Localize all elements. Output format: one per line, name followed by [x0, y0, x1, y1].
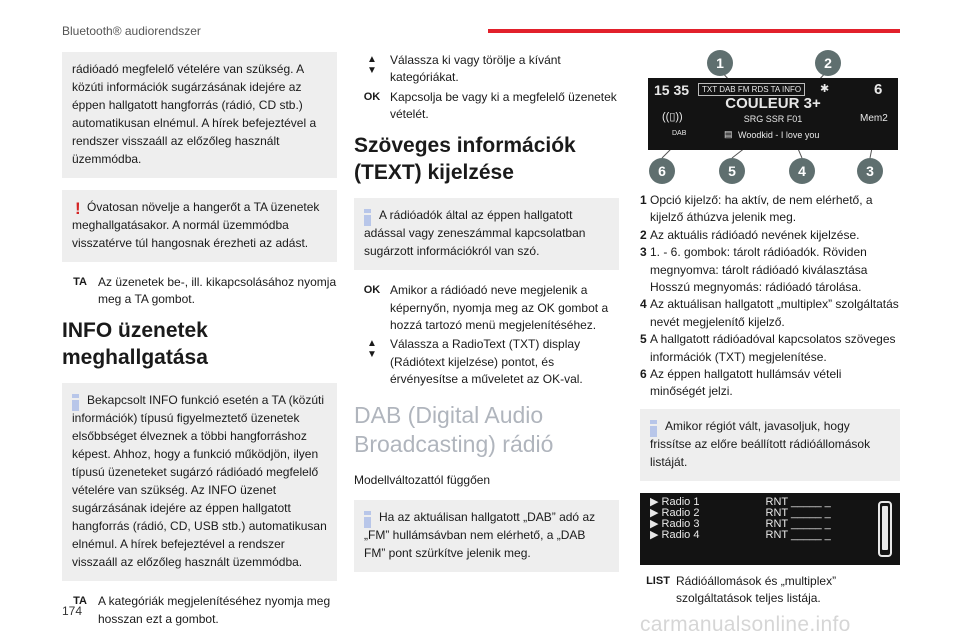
- legend-item: 5 A hallgatott rádióadóval kapcsolatos szöveges információk (TXT) megjelenítése.: [640, 332, 896, 364]
- list-button-label: LIST: [646, 574, 670, 587]
- page-header-title: Bluetooth® audiorendszer: [62, 24, 201, 38]
- legend-item: 6 Az éppen hallgatott hullámsáv vételi minőségét jelzi.: [640, 366, 842, 399]
- legend-item: 4 Az aktuálisan hallgatott „multiplex” szolgáltatás nevét megjelenítő kijelző.: [640, 297, 899, 329]
- callout-3: 3: [857, 158, 883, 184]
- preset-number: 6: [874, 81, 883, 98]
- ta-button-label: TA: [73, 595, 87, 608]
- clock: 15 35: [654, 82, 690, 98]
- arrow-select-instruction: [354, 52, 619, 87]
- callout-1: 1: [707, 50, 733, 76]
- info-icon: [364, 511, 371, 528]
- station-list: [650, 497, 831, 541]
- info-box-dab: [354, 500, 619, 572]
- ok-button-label: OK: [363, 90, 381, 103]
- warning-box: [62, 190, 337, 262]
- watermark: carmanualsonline.info: [640, 613, 851, 636]
- radiotext-select-text: Válassza a RadioText (TXT) display (Rádiótext kijelzése) pontot, és érvényesítse a műveletet az OK-val.: [390, 337, 583, 387]
- multiplex-name: SRG SSR F01: [743, 114, 803, 124]
- station-row: ▶ Radio 1 RNT _____ _: [650, 495, 831, 508]
- callout-5: 5: [719, 158, 745, 184]
- up-down-arrows-icon: ▲ ▼: [367, 54, 377, 76]
- status-flags: TXT DAB FM RDS TA INFO: [698, 83, 805, 96]
- scrollbar-thumb: [882, 506, 888, 550]
- info-text-description: A rádióadók által az éppen hallgatott adással vagy zeneszámmal kapcsolatban sugárzott információkról van szó.: [364, 208, 586, 259]
- radiotext: Woodkid - I love you: [738, 130, 820, 140]
- station-row: ▶ Radio 4 RNT _____ _: [650, 528, 831, 541]
- callout-2: 2: [815, 50, 841, 76]
- list-instruction: [640, 573, 900, 608]
- column-middle: [354, 52, 619, 584]
- info-icon: [364, 209, 371, 226]
- info-box-info-messages: [62, 383, 337, 581]
- info-box-text: [354, 198, 619, 270]
- continued-info-box: [62, 52, 337, 178]
- ta-toggle-text: Az üzenetek be-, ill. kikapcsolásához nyomja meg a TA gombot.: [98, 275, 337, 307]
- callout-4: 4: [789, 158, 815, 184]
- signal-quality-icon: ((▯)): [662, 111, 683, 123]
- header-accent-bar: [488, 29, 900, 33]
- legend-item: 2 Az aktuális rádióadó nevének kijelzése.: [640, 227, 860, 242]
- station-list-screen: [640, 493, 900, 565]
- warning-text: Óvatosan növelje a hangerőt a TA üzenetek meghallgatásakor. A normál üzemmódba visszatérve túl hangosnak érezheti az adást.: [72, 200, 320, 250]
- arrow-select-text: Válassza ki vagy törölje a kívánt kategóriákat.: [390, 53, 561, 85]
- ta-button-label: TA: [73, 276, 87, 288]
- continued-info-text: rádióadó megfelelő vételére van szükség. A közúti információk sugárzásának idejére az éppen hallgatott hangforrás (rádió, CD stb.) automatikusan elnémul. A hírek befejeztével a rendszer visszaáll az előzőleg használt üzemmódba.: [72, 62, 317, 166]
- ta-long-press-text: A kategóriák megjelenítéséhez nyomja meg hosszan ezt a gombot.: [98, 594, 331, 626]
- column-right: [640, 48, 900, 609]
- column-left: [62, 52, 337, 630]
- bluetooth-icon: ✱: [820, 83, 830, 95]
- memory-label: Mem2: [860, 113, 888, 124]
- dab-info-text: Ha az aktuálisan hallgatott „DAB” adó az „FM” hullámsávban nem elérhető, a „DAB FM” pont szürkítve jelenik meg.: [364, 509, 596, 560]
- model-note: Modellváltozattól függően: [354, 473, 491, 488]
- region-info-text: Amikor régiót vált, javasoljuk, hogy frissítse az előre beállított rádióállomások listáját.: [650, 418, 871, 469]
- dab-display-diagram: [640, 48, 900, 186]
- info-icon: [650, 420, 657, 437]
- station-row: ▶ Radio 2 RNT _____ _: [650, 506, 831, 519]
- info-icon: [72, 394, 79, 411]
- up-down-arrows-icon: ▲ ▼: [367, 338, 377, 361]
- section-heading-dab: DAB (Digital Audio Broadcasting) rádió: [354, 401, 554, 458]
- callout-6: 6: [649, 158, 675, 184]
- ok-menu-text: Amikor a rádióadó neve megjelenik a képernyőn, nyomja meg az OK gombot a hozzá tartozó menü megjelenítéséhez.: [390, 283, 609, 332]
- list-text: Rádióállomások és „multiplex” szolgáltatások teljes listája.: [676, 573, 837, 606]
- radiotext-select-instruction: [354, 336, 619, 388]
- station-row: ▶ Radio 3 RNT _____ _: [650, 517, 831, 530]
- section-heading-info: INFO üzenetek meghallgatása: [62, 318, 208, 370]
- legend-item: 3 1. - 6. gombok: tárolt rádióadók. Röviden megnyomva: tárolt rádióadó kiválasztása Hosszú megnyomás: rádióadó tárolása.: [640, 245, 868, 294]
- info-messages-text: Bekapcsolt INFO funkció esetén a TA (közúti információk) típusú figyelmeztető üzenetek elsőbbséget élveznek a többi hangforráshoz képest. Ahhoz, hogy a funkció működjön, ilyen típusú üzeneteket sugárzó rádióadó megfelelő vételére van szükség. Az INFO üzenet sugárzásának idejére az éppen hallgatott hangforrás (rádió, CD, USB stb.) automatikusan elnémul. A hírek befejeztével a rendszer visszaáll az előzőleg használt üzemmódba.: [72, 393, 327, 570]
- section-heading-text: Szöveges információk (TEXT) kijelzése: [354, 133, 576, 184]
- band-label: DAB: [672, 130, 687, 137]
- radio-screen: [648, 78, 898, 150]
- display-legend: [640, 192, 900, 401]
- ok-toggle-instruction: [354, 89, 619, 124]
- ok-toggle-text: Kapcsolja be vagy ki a megfelelő üzenetek vételét.: [390, 89, 617, 122]
- warning-icon: !: [75, 199, 81, 218]
- station-name: COULEUR 3+: [725, 95, 821, 112]
- page-number: 174: [62, 604, 83, 618]
- ta-toggle-instruction: [62, 274, 337, 309]
- legend-item: 1 Opció kijelző: ha aktív, de nem elérhető, a kijelző áthúzva jelenik meg.: [640, 193, 873, 225]
- ok-button-label: OK: [363, 284, 381, 297]
- list-scrollbar: [878, 501, 892, 557]
- radiotext-icon: ▤: [724, 129, 733, 139]
- ta-long-press-instruction: [62, 593, 337, 628]
- ok-menu-instruction: [354, 282, 619, 334]
- info-box-region: [640, 409, 900, 481]
